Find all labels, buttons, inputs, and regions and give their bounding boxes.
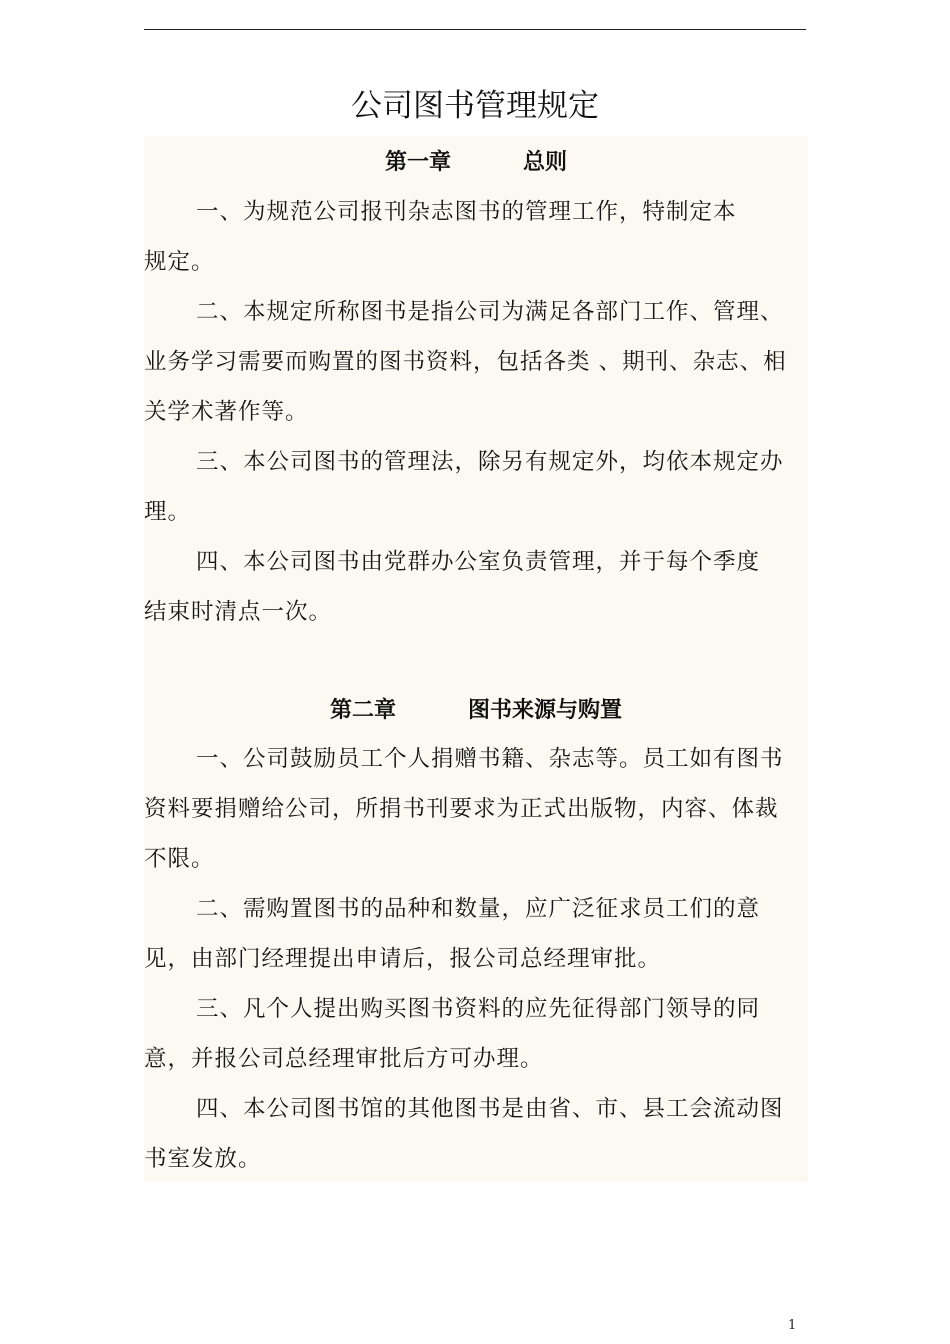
- chapter-2-paragraph-2: [144, 884, 808, 984]
- paragraph-line: 规定。: [144, 249, 215, 275]
- paragraph-line: 理。: [144, 499, 192, 525]
- paragraph-line: 四、本公司图书馆的其他图书是由省、市、县工会流动图: [196, 1096, 784, 1122]
- paragraph-line: 不限。: [144, 846, 215, 872]
- paragraph-line: 三、本公司图书的管理法，除另有规定外，均依本规定办: [196, 449, 784, 475]
- paragraph-line: 二、需购置图书的品种和数量，应广泛征求员工们的意: [196, 896, 761, 922]
- chapter-1-heading: 总则: [523, 149, 568, 175]
- chapter-2-paragraph-1: [144, 734, 808, 884]
- paragraph-line: 业务学习需要而购置的图书资料，包括各类 、期刊、杂志、相: [144, 349, 787, 375]
- chapter-2-title: [144, 690, 808, 730]
- paragraph-line: 三、凡个人提出购买图书资料的应先征得部门领导的同: [196, 996, 761, 1022]
- page-number: 1: [788, 1318, 797, 1333]
- chapter-1-title: [144, 142, 808, 182]
- header-rule: [144, 29, 806, 30]
- paragraph-line: 结束时清点一次。: [144, 599, 333, 625]
- chapter-1-number: 第一章: [384, 149, 451, 175]
- chapter-2-paragraph-3: [144, 984, 808, 1084]
- chapter-1-paragraph-4: [144, 537, 808, 637]
- paragraph-line: 二、本规定所称图书是指公司为满足各部门工作、管理、: [196, 299, 784, 325]
- chapter-1-paragraph-2: [144, 287, 808, 437]
- chapter-2-number: 第二章: [329, 697, 396, 723]
- chapter-1-paragraph-3: [144, 437, 808, 537]
- document-title: 公司图书管理规定: [351, 88, 599, 124]
- chapter-2-paragraph-4: [144, 1084, 808, 1184]
- paragraph-line: 资料要捐赠给公司，所捐书刊要求为正式出版物，内容、体裁: [144, 796, 779, 822]
- document-body: [144, 136, 808, 1182]
- paragraph-line: 书室发放。: [144, 1146, 262, 1172]
- paragraph-line: 四、本公司图书由党群办公室负责管理，并于每个季度: [196, 549, 761, 575]
- paragraph-line: 关学术著作等。: [144, 399, 309, 425]
- paragraph-line: 一、公司鼓励员工个人捐赠书籍、杂志等。员工如有图书: [196, 746, 784, 772]
- chapter-2-heading: 图书来源与购置: [468, 697, 623, 723]
- paragraph-line: 一、为规范公司报刊杂志图书的管理工作，特制定本: [196, 199, 737, 225]
- chapter-1-paragraph-1: [144, 187, 808, 287]
- paragraph-line: 意，并报公司总经理审批后方可办理。: [144, 1046, 544, 1072]
- paragraph-line: 见，由部门经理提出申请后，报公司总经理审批。: [144, 946, 662, 972]
